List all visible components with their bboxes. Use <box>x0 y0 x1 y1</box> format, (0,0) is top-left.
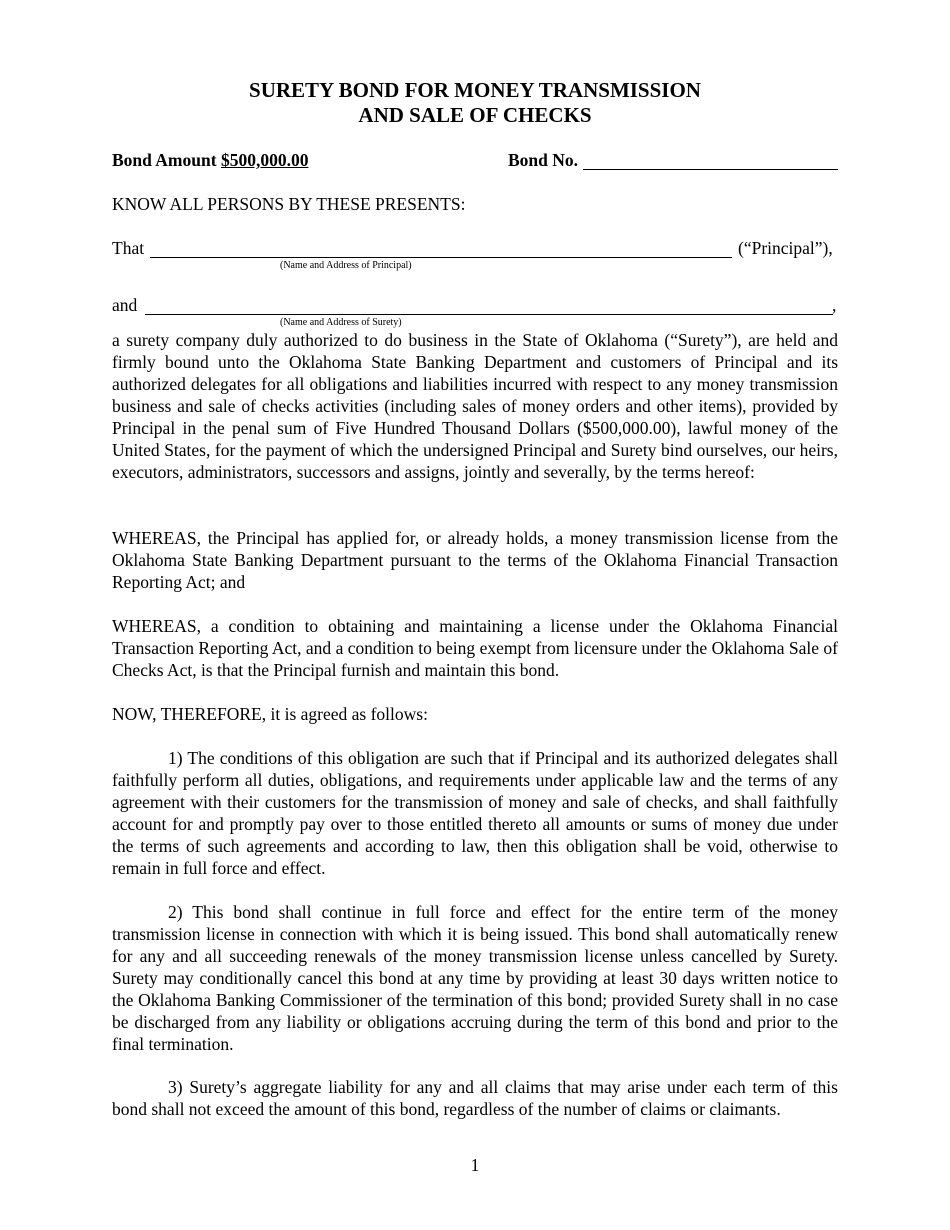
bond-amount <box>112 150 308 171</box>
surety-prefix: and <box>112 295 138 315</box>
clause-2: 2) This bond shall continue in full force and effect for the entire term of the money transmission license in connection with which it is being issued. This bond shall automatically renew for any and all succeeding renewals of the money transmission license unless cancelled by Surety. Surety may conditionally cancel this bond at any time by providing at least 30 days written notice to the Oklahoma Banking Commissioner of the termination of this bond; provided Surety shall in no case be discharged from any liability or obligations accruing during the term of this bond and prior to the final termination. <box>112 902 838 1054</box>
bond-amount-label: Bond Amount <box>112 150 221 170</box>
whereas-paragraph-2: WHEREAS, a condition to obtaining and maintaining a license under the Oklahoma Financial Transaction Reporting Act, and a condition to being exempt from licensure under the Oklahoma Sale of Checks Act, is that the Principal furnish and maintain this bond. <box>112 616 838 680</box>
principal-name-address-field[interactable] <box>150 257 732 258</box>
clause-3: 3) Surety’s aggregate liability for any and all claims that may arise under each term of this bond shall not exceed the amount of this bond, regardless of the number of claims or claimants. <box>112 1077 838 1119</box>
surety-caption: (Name and Address of Surety) <box>280 317 402 328</box>
bond-number-label: Bond No. <box>508 150 579 170</box>
clause-1: 1) The conditions of this obligation are such that if Principal and its authorized delegates shall faithfully perform all duties, obligations, and requirements under applicable law and the terms of any agreement with their customers for the transmission of money and sale of checks, and shall faithfully account for and promptly pay over to those entitled thereto all amounts or sums of money due under the terms of such agreements and according to law, then this obligation shall be void, otherwise to remain in full force and effect. <box>112 748 838 878</box>
binding-paragraph: a surety company duly authorized to do business in the State of Oklahoma (“Surety”), are held and firmly bound unto the Oklahoma State Banking Department and customers of Principal and its authorized delegates for all obligations and liabilities incurred with respect to any money transmission business and sale of checks activities (including sales of money orders and other items), provided by Principal in the penal sum of Five Hundred Thousand Dollars ($500,000.00), lawful money of the United States, for the payment of which the undersigned Principal and Surety bind ourselves, our heirs, executors, administrators, successors and assigns, jointly and severally, by the terms hereof: <box>112 330 838 482</box>
bond-number-field[interactable] <box>583 169 838 170</box>
whereas-paragraph-1: WHEREAS, the Principal has applied for, or already holds, a money transmission license from the Oklahoma State Banking Department pursuant to the terms of the Oklahoma Financial Transaction Reporting Act; and <box>112 528 838 592</box>
surety-name-address-field[interactable] <box>145 314 833 315</box>
therefore-paragraph: NOW, THEREFORE, it is agreed as follows: <box>112 704 428 724</box>
principal-suffix: (“Principal”), <box>738 238 833 258</box>
principal-prefix: That <box>112 238 145 258</box>
document-title-line-2: AND SALE OF CHECKS <box>358 103 592 127</box>
surety-suffix: , <box>832 295 837 315</box>
bond-amount-value: $500,000.00 <box>220 150 309 170</box>
principal-caption: (Name and Address of Principal) <box>280 260 412 271</box>
preamble: KNOW ALL PERSONS BY THESE PRESENTS: <box>112 194 466 214</box>
page-number: 1 <box>470 1155 480 1175</box>
document-title-line-1: SURETY BOND FOR MONEY TRANSMISSION <box>249 78 701 102</box>
